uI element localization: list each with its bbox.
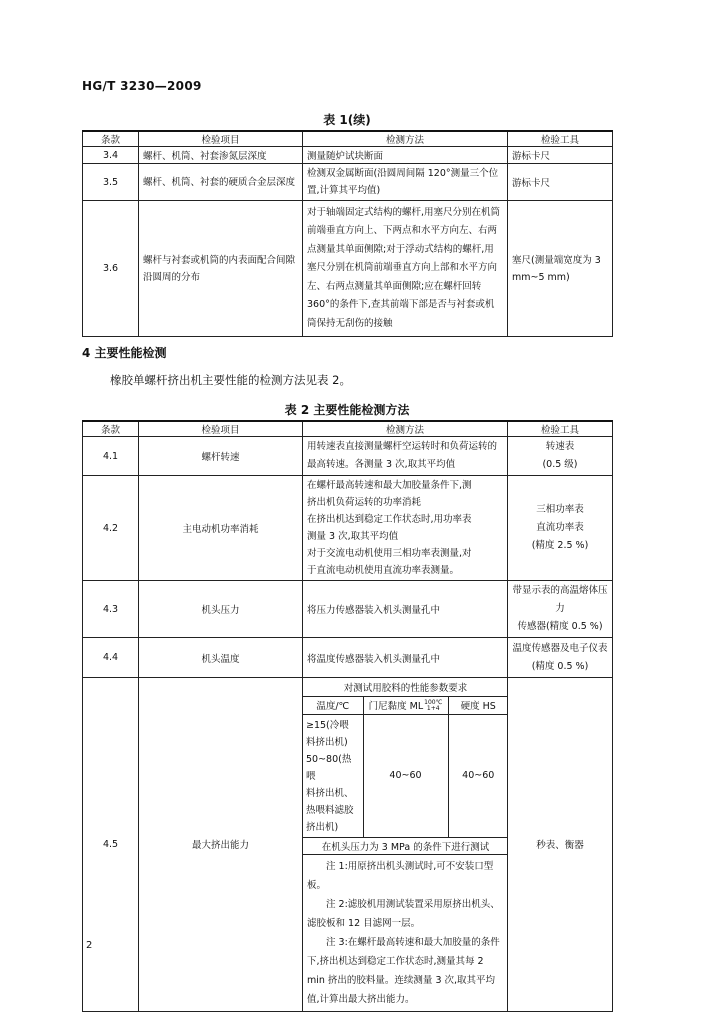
clause-cell: 4.1: [83, 437, 139, 476]
method-cell: 对于轴端固定式结构的螺杆,用塞尺分别在机筒前端垂直方向上、下两点和水平方向左、右两点测量其单面侧隙;对于浮动式结构的螺杆,用塞尺分别在机筒前端垂直方向上部和水平方向左、右两点测量其单面侧隙;应在螺杆回转 360°的条件下,查其前端下部是否与衬套或机筒保持无刮伤的接触: [303, 201, 508, 337]
method-line: 在挤出机达到稳定工作状态时,用功率表: [307, 514, 472, 525]
temp-line: 料挤出机、: [306, 787, 354, 799]
item-cell: 最大挤出能力: [139, 678, 303, 1012]
item-cell: 螺杆与衬套或机筒的内表面配合间隙沿圆周的分布: [139, 201, 303, 337]
tool-cell: [508, 476, 613, 581]
tool-line: 转速表: [545, 441, 575, 452]
temp-line: ≥15(冷喂: [306, 719, 349, 731]
sub-header-hardness: 硬度 HS: [448, 696, 508, 714]
table-row: [83, 201, 613, 337]
section-paragraph: 橡胶单螺杆挤出机主要性能的检测方法见表 2。: [110, 373, 351, 387]
table-row: [83, 678, 613, 1012]
tool-cell: 游标卡尺: [508, 164, 613, 201]
temp-line: 热喂料滤胶: [306, 804, 354, 816]
tool-line: 三相功率表: [536, 504, 584, 515]
tool-line: 带显示表的高温熔体压力: [512, 585, 608, 614]
item-cell: 机头温度: [139, 638, 303, 678]
tool-line: (精度 0.5 %): [531, 660, 589, 672]
tool-cell: [508, 638, 613, 678]
method-line: 挤出机负荷运转的功率消耗: [307, 497, 422, 508]
method-cell: [303, 476, 508, 581]
table-row: [83, 437, 613, 476]
temp-line: 料挤出机): [306, 736, 348, 748]
table1: [82, 130, 613, 337]
method-cell: 用转速表直接测量螺杆空运转时和负荷运转的最高转速。各测量 3 次,取其平均值: [303, 437, 508, 476]
table2-title: 表 2 主要性能检测方法: [284, 403, 410, 417]
sub-table-title: 对测试用胶料的性能参数要求: [303, 678, 508, 696]
method-line: 对于交流电动机使用三相功率表测量,对: [307, 548, 472, 559]
notes-cell: [303, 854, 508, 1011]
temp-line: 50~80(热喂: [306, 753, 352, 782]
table2-col-clause: 条款: [83, 421, 139, 437]
clause-cell: 4.3: [83, 581, 139, 638]
table1-col-clause: 条款: [83, 131, 139, 147]
method-cell: 将压力传感器装入机头测量孔中: [303, 581, 508, 638]
material-requirements-table: [303, 678, 508, 1011]
method-cell: [303, 678, 508, 1012]
tool-cell: 塞尺(测量端宽度为 3 mm~5 mm): [508, 201, 613, 337]
table2-col-tool: 检验工具: [508, 421, 613, 437]
table2-col-item: 检验项目: [139, 421, 303, 437]
item-cell: 螺杆、机筒、衬套的硬质合金层深度: [139, 164, 303, 201]
method-cell: 测量随炉试块断面: [303, 147, 508, 164]
table2-header-row: [83, 421, 613, 437]
table1-col-tool: 检验工具: [508, 131, 613, 147]
table1-title: 表 1(续): [323, 113, 371, 127]
table-row: [83, 164, 613, 201]
tool-line: 温度传感器及电子仪表: [512, 642, 608, 654]
clause-cell: 4.4: [83, 638, 139, 678]
temp-line: 挤出机): [306, 821, 339, 833]
tool-cell: [508, 437, 613, 476]
table2: [82, 420, 613, 1012]
tool-line: (精度 2.5 %): [531, 540, 589, 551]
item-cell: 螺杆转速: [139, 437, 303, 476]
method-cell: 将温度传感器装入机头测量孔中: [303, 638, 508, 678]
method-line: 于直流电动机使用直流功率表测量。: [307, 565, 460, 576]
method-cell: 检测双金属断面(沿圆周间隔 120°测量三个位置,计算其平均值): [303, 164, 508, 201]
method-line: 测量 3 次,取其平均值: [307, 531, 399, 542]
item-cell: 螺杆、机筒、衬套渗氮层深度: [139, 147, 303, 164]
method-line: 在螺杆最高转速和最大加胶量条件下,测: [307, 480, 472, 491]
tool-cell: 秒表、衡器: [508, 678, 613, 1012]
clause-cell: 4.5: [83, 678, 139, 1012]
clause-cell: 3.4: [83, 147, 139, 164]
tool-cell: [508, 581, 613, 638]
note-3: 注 3:在螺杆最高转速和最大加胶量的条件下,挤出机达到稳定工作状态时,测量其每 2 min 挤出的胶料量。连续测量 3 次,取其平均值,计算出最大挤出能力。: [307, 936, 500, 1005]
table2-col-method: 检测方法: [303, 421, 508, 437]
table-row: [83, 476, 613, 581]
standard-code: HG/T 3230—2009: [82, 79, 202, 93]
clause-cell: 3.6: [83, 201, 139, 337]
note-1: 注 1:用原挤出机头测试时,可不安装口型板。: [307, 860, 494, 891]
section-heading: 4 主要性能检测: [82, 346, 167, 360]
table1-col-item: 检验项目: [139, 131, 303, 147]
clause-cell: 4.2: [83, 476, 139, 581]
tool-line: 传感器(精度 0.5 %): [517, 621, 603, 632]
table1-header-row: [83, 131, 613, 147]
table-row: [83, 147, 613, 164]
tool-line: (0.5 级): [542, 459, 578, 470]
clause-cell: 3.5: [83, 164, 139, 201]
mooney-label: 门尼黏度 ML: [368, 700, 424, 712]
item-cell: 机头压力: [139, 581, 303, 638]
sub-hardness-cell: 40~60: [448, 714, 508, 837]
note-2: 注 2:滤胶机用测试装置采用原挤出机头、滤胶板和 12 目滤网一层。: [307, 898, 500, 929]
sub-temp-cell: [303, 714, 363, 837]
mooney-superscript: 100℃: [424, 699, 443, 707]
tool-line: 直流功率表: [536, 522, 584, 533]
table-row: [83, 581, 613, 638]
table-row: [83, 638, 613, 678]
page-number: 2: [86, 940, 93, 951]
tool-cell: 游标卡尺: [508, 147, 613, 164]
table1-col-method: 检测方法: [303, 131, 508, 147]
sub-mooney-cell: 40~60: [363, 714, 448, 837]
sub-header-mooney: [363, 696, 448, 714]
mooney-subscript: 1+4: [426, 705, 440, 713]
sub-header-temp: 温度/℃: [303, 696, 363, 714]
test-condition: 在机头压力为 3 MPa 的条件下进行测试: [303, 837, 508, 854]
item-cell: 主电动机功率消耗: [139, 476, 303, 581]
